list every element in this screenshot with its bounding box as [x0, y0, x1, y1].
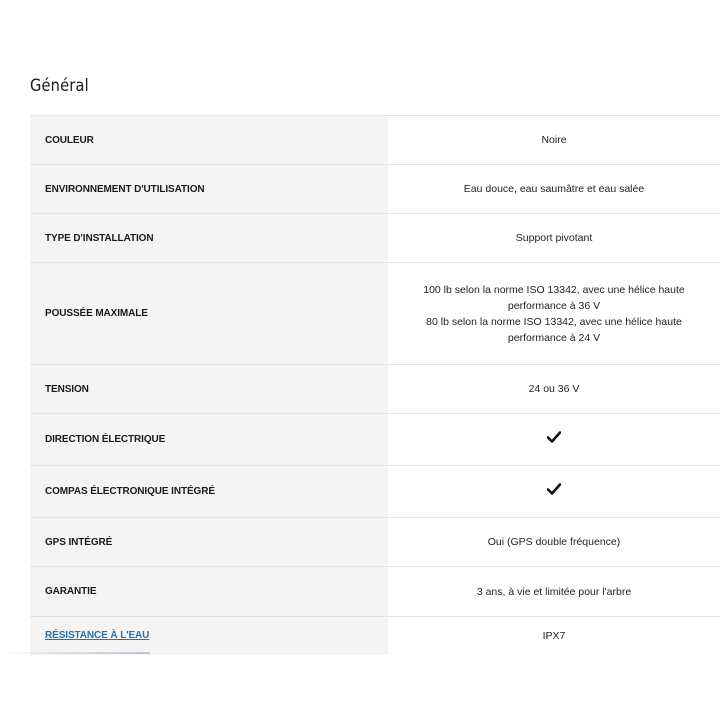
spec-value-integrated-gps	[388, 518, 720, 567]
spec-label-voltage: TENSION	[30, 365, 388, 414]
checkmark-icon	[547, 431, 561, 443]
spec-value-text: Support pivotant	[515, 232, 593, 244]
spec-value-text: Noire	[541, 134, 567, 146]
table-row	[30, 165, 720, 214]
table-row	[30, 518, 720, 567]
spec-value-electric-steering	[388, 414, 720, 466]
spec-label-electric-steering: DIRECTION ÉLECTRIQUE	[30, 414, 388, 466]
table-row	[30, 214, 720, 263]
spec-value-water-resistance	[388, 617, 720, 655]
spec-value-environment	[388, 165, 720, 214]
spec-value-warranty	[388, 567, 720, 617]
spec-value-color	[388, 116, 720, 165]
spec-value-voltage	[388, 365, 720, 414]
spec-label-water-resistance	[30, 617, 388, 655]
table-row	[30, 617, 720, 655]
checkmark-icon	[547, 483, 561, 495]
spec-value-text: performance à 24 V	[507, 331, 601, 344]
table-row	[30, 365, 720, 414]
spec-label-warranty: GARANTIE	[30, 567, 388, 617]
spec-label-integrated-compass: COMPAS ÉLECTRONIQUE INTÉGRÉ	[30, 466, 388, 518]
spec-value-text: 80 lb selon la norme ISO 13342, avec une hélice haute	[426, 315, 682, 328]
spec-value-text: Oui (GPS double fréquence)	[487, 536, 621, 548]
spec-value-installation	[388, 214, 720, 263]
section-title: Général	[30, 76, 89, 96]
spec-value-text: 100 lb selon la norme ISO 13342, avec une hélice haute	[423, 283, 685, 296]
spec-label-environment: ENVIRONNEMENT D'UTILISATION	[30, 165, 388, 214]
water-resistance-link[interactable]: RÉSISTANCE À L'EAU	[45, 630, 150, 642]
table-row	[30, 414, 720, 466]
spec-label-max-thrust: POUSSÉE MAXIMALE	[30, 263, 388, 365]
spec-value-text: 3 ans, à vie et limitée pour l'arbre	[476, 585, 632, 598]
table-row	[30, 263, 720, 365]
spec-label-color: COULEUR	[30, 116, 388, 165]
specs-table	[30, 115, 720, 655]
table-row	[30, 466, 720, 518]
spec-value-text: Eau douce, eau saumâtre et eau salée	[463, 183, 645, 195]
spec-value-max-thrust	[388, 263, 720, 365]
spec-value-text: IPX7	[542, 629, 566, 642]
spec-value-text: 24 ou 36 V	[528, 383, 580, 395]
spec-value-text: performance à 36 V	[507, 299, 601, 312]
spec-value-integrated-compass	[388, 466, 720, 518]
table-row	[30, 567, 720, 617]
table-row	[30, 116, 720, 165]
spec-label-installation: TYPE D'INSTALLATION	[30, 214, 388, 263]
spec-label-integrated-gps: GPS INTÉGRÉ	[30, 518, 388, 567]
divider	[0, 652, 150, 654]
